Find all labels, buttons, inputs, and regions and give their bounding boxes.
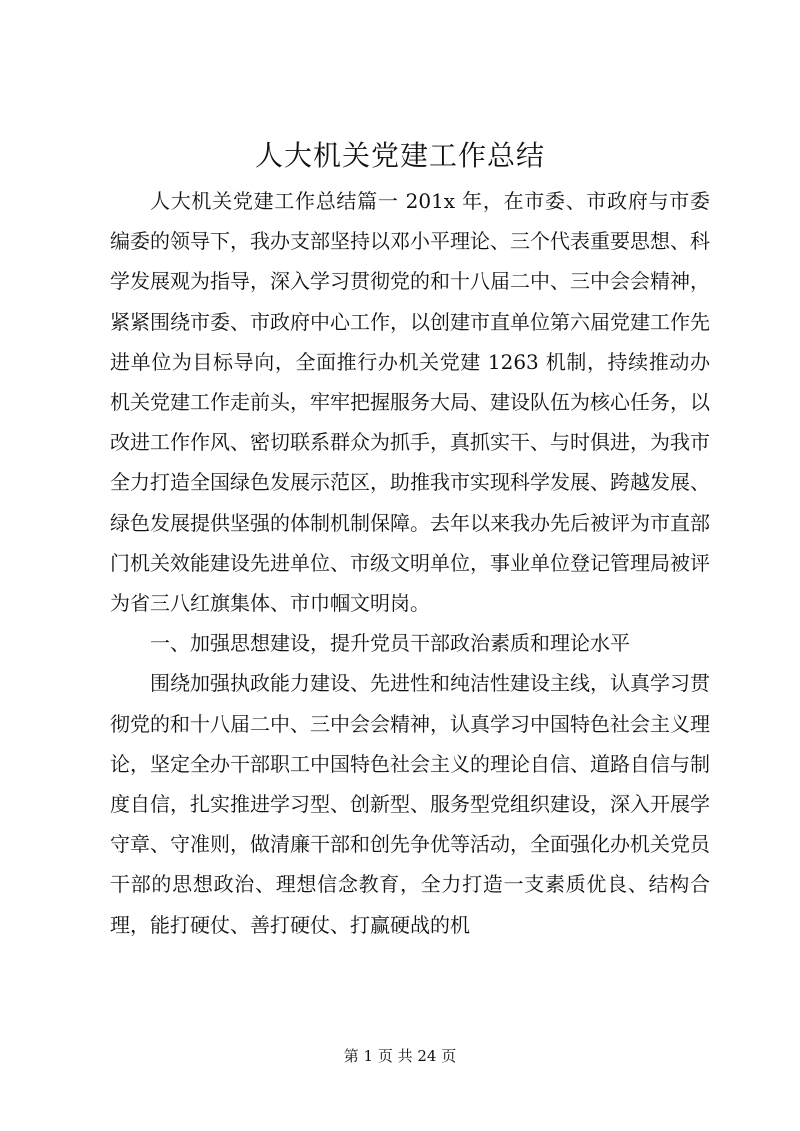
document-body: [110, 181, 710, 945]
page-number-footer: 第 1 页 共 24 页: [343, 1047, 457, 1065]
paragraph-section-one: 围绕加强执政能力建设、先进性和纯洁性建设主线，认真学习贯彻党的和十八届二中、三中会会精神，认真学习中国特色社会主义理论，坚定全办干部职工中国特色社会主义的理论自信、道路自信与制度自信，扎实推进学习型、创新型、服务型党组织建设，深入开展学守章、守准则，做清廉干部和创先争优等活动，全面强化办机关党员干部的思想政治、理想信念教育，全力打造一支素质优良、结构合理，能打硬仗、善打硬仗、打赢硬战的机: [110, 671, 710, 937]
section-heading: 一、加强思想建设，提升党员干部政治素质和理论水平: [150, 631, 630, 656]
document-title: 人大机关党建工作总结: [254, 139, 545, 172]
paragraph-intro: 人大机关党建工作总结篇一 201x 年，在市委、市政府与市委编委的领导下，我办支部坚持以邓小平理论、三个代表重要思想、科学发展观为指导，深入学习贯彻党的和十八届二中、三中会会精神，紧紧围绕市委、市政府中心工作，以创建市直单位第六届党建工作先进单位为目标导向，全面推行办机关党建 1263 机制，持续推动办机关党建工作走前头，牢牢把握服务大局、建设队伍为核心任务，以改进工作作风、密切联系群众为抓手，真抓实干、与时俱进，为我市全力打造全国绿色发展示范区，助推我市实现科学发展、跨越发展、绿色发展提供坚强的体制机制保障。去年以来我办先后被评为市直部门机关效能建设先进单位、市级文明单位，事业单位登记管理局被评为省三八红旗集体、市巾帼文明岗。: [110, 189, 710, 616]
